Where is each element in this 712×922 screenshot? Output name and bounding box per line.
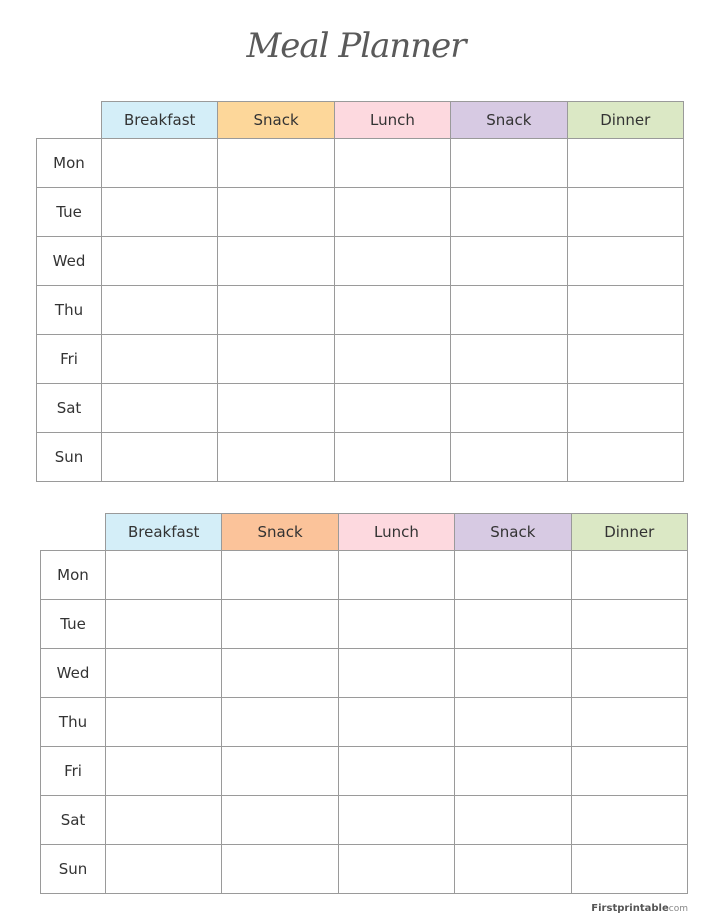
meal-entry-cell[interactable] — [571, 698, 687, 747]
day-row — [41, 796, 688, 845]
header-row — [41, 514, 688, 551]
brand-name: Firstprintable — [591, 903, 669, 914]
day-row — [37, 335, 684, 384]
meal-entry-cell[interactable] — [106, 747, 222, 796]
meal-entry-cell[interactable] — [334, 139, 450, 188]
day-label: Thu — [41, 698, 106, 747]
meal-table-2 — [40, 513, 688, 894]
meal-entry-cell[interactable] — [222, 649, 338, 698]
meal-header: Dinner — [567, 102, 683, 139]
meal-entry-cell[interactable] — [334, 433, 450, 482]
day-row — [37, 384, 684, 433]
day-label: Sat — [37, 384, 102, 433]
meal-entry-cell[interactable] — [106, 551, 222, 600]
header-row — [37, 102, 684, 139]
meal-entry-cell[interactable] — [102, 433, 218, 482]
day-row — [41, 698, 688, 747]
meal-entry-cell[interactable] — [571, 845, 687, 894]
meal-entry-cell[interactable] — [567, 433, 683, 482]
meal-entry-cell[interactable] — [455, 600, 571, 649]
meal-entry-cell[interactable] — [102, 237, 218, 286]
meal-entry-cell[interactable] — [571, 551, 687, 600]
day-row — [41, 600, 688, 649]
day-label: Thu — [37, 286, 102, 335]
meal-entry-cell[interactable] — [567, 286, 683, 335]
day-row — [37, 286, 684, 335]
meal-header: Snack — [455, 514, 571, 551]
meal-entry-cell[interactable] — [106, 600, 222, 649]
day-label: Tue — [41, 600, 106, 649]
meal-entry-cell[interactable] — [338, 796, 454, 845]
meal-header: Snack — [222, 514, 338, 551]
day-label: Sun — [41, 845, 106, 894]
meal-entry-cell[interactable] — [338, 845, 454, 894]
meal-entry-cell[interactable] — [451, 188, 567, 237]
meal-entry-cell[interactable] — [455, 649, 571, 698]
day-row — [41, 551, 688, 600]
day-row — [37, 188, 684, 237]
meal-entry-cell[interactable] — [567, 237, 683, 286]
meal-entry-cell[interactable] — [106, 796, 222, 845]
meal-entry-cell[interactable] — [455, 747, 571, 796]
meal-entry-cell[interactable] — [451, 237, 567, 286]
meal-entry-cell[interactable] — [455, 796, 571, 845]
meal-entry-cell[interactable] — [222, 796, 338, 845]
meal-entry-cell[interactable] — [334, 237, 450, 286]
meal-header: Lunch — [334, 102, 450, 139]
meal-entry-cell[interactable] — [222, 845, 338, 894]
day-label: Wed — [37, 237, 102, 286]
meal-entry-cell[interactable] — [338, 600, 454, 649]
corner-cell — [41, 514, 106, 551]
day-label: Sun — [37, 433, 102, 482]
meal-table-1 — [36, 101, 684, 482]
meal-entry-cell[interactable] — [334, 286, 450, 335]
meal-entry-cell[interactable] — [106, 845, 222, 894]
meal-header: Breakfast — [102, 102, 218, 139]
meal-header: Lunch — [338, 514, 454, 551]
brand-suffix: com — [668, 904, 688, 914]
day-label: Mon — [37, 139, 102, 188]
meal-entry-cell[interactable] — [218, 286, 334, 335]
meal-entry-cell[interactable] — [102, 384, 218, 433]
meal-entry-cell[interactable] — [106, 698, 222, 747]
meal-entry-cell[interactable] — [455, 845, 571, 894]
day-row — [41, 845, 688, 894]
footer-brand — [591, 903, 688, 914]
meal-header: Snack — [218, 102, 334, 139]
day-label: Tue — [37, 188, 102, 237]
day-label: Fri — [41, 747, 106, 796]
day-label: Fri — [37, 335, 102, 384]
corner-cell — [37, 102, 102, 139]
meal-entry-cell[interactable] — [451, 384, 567, 433]
meal-entry-cell[interactable] — [338, 698, 454, 747]
meal-entry-cell[interactable] — [451, 335, 567, 384]
meal-entry-cell[interactable] — [451, 433, 567, 482]
meal-entry-cell[interactable] — [218, 384, 334, 433]
meal-entry-cell[interactable] — [222, 600, 338, 649]
meal-entry-cell[interactable] — [222, 747, 338, 796]
meal-entry-cell[interactable] — [218, 139, 334, 188]
meal-entry-cell[interactable] — [218, 433, 334, 482]
meal-entry-cell[interactable] — [451, 286, 567, 335]
meal-entry-cell[interactable] — [451, 139, 567, 188]
meal-entry-cell[interactable] — [338, 649, 454, 698]
meal-entry-cell[interactable] — [567, 335, 683, 384]
meal-entry-cell[interactable] — [567, 139, 683, 188]
meal-entry-cell[interactable] — [102, 286, 218, 335]
meal-entry-cell[interactable] — [334, 188, 450, 237]
meal-entry-cell[interactable] — [102, 188, 218, 237]
day-row — [37, 237, 684, 286]
meal-entry-cell[interactable] — [218, 237, 334, 286]
meal-entry-cell[interactable] — [338, 747, 454, 796]
day-label: Mon — [41, 551, 106, 600]
meal-header: Snack — [451, 102, 567, 139]
meal-header: Dinner — [571, 514, 687, 551]
day-row — [37, 433, 684, 482]
meal-entry-cell[interactable] — [218, 335, 334, 384]
page-title: Meal Planner — [246, 26, 466, 66]
meal-entry-cell[interactable] — [334, 335, 450, 384]
meal-entry-cell[interactable] — [102, 139, 218, 188]
meal-entry-cell[interactable] — [571, 600, 687, 649]
meal-entry-cell[interactable] — [334, 384, 450, 433]
meal-entry-cell[interactable] — [567, 384, 683, 433]
meal-entry-cell[interactable] — [571, 747, 687, 796]
meal-header: Breakfast — [106, 514, 222, 551]
meal-entry-cell[interactable] — [106, 649, 222, 698]
meal-entry-cell[interactable] — [218, 188, 334, 237]
meal-entry-cell[interactable] — [567, 188, 683, 237]
meal-entry-cell[interactable] — [571, 796, 687, 845]
day-label: Sat — [41, 796, 106, 845]
day-row — [41, 649, 688, 698]
day-row — [41, 747, 688, 796]
day-label: Wed — [41, 649, 106, 698]
meal-entry-cell[interactable] — [222, 551, 338, 600]
meal-entry-cell[interactable] — [455, 698, 571, 747]
meal-entry-cell[interactable] — [102, 335, 218, 384]
meal-entry-cell[interactable] — [222, 698, 338, 747]
meal-entry-cell[interactable] — [571, 649, 687, 698]
day-row — [37, 139, 684, 188]
meal-entry-cell[interactable] — [455, 551, 571, 600]
meal-entry-cell[interactable] — [338, 551, 454, 600]
